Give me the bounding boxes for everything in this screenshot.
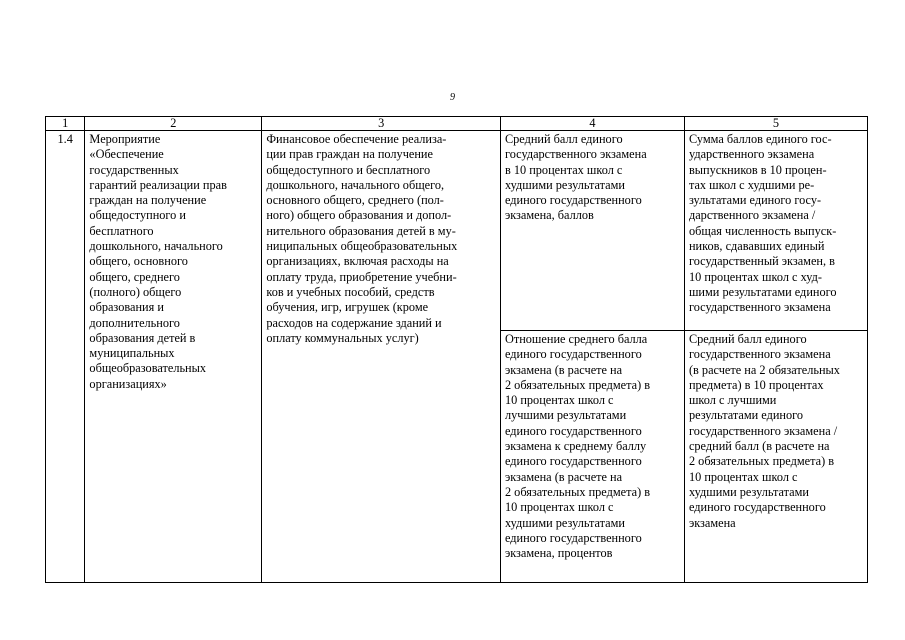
formula-1-cell: Сумма баллов единого гос- ударственного экзамена выпускников в 10 процен- тах школ с худшими ре- зультатами единого госу- дарственного экзамена / общая численность выпуск- ников, сдававших единый государственный экзамен, в 10 процентах школ с худ- шими результатами единого государственного экзамена <box>684 131 867 331</box>
page-number: 9 <box>450 92 455 103</box>
header-cell-2: 2 <box>85 117 262 131</box>
header-cell-3: 3 <box>262 117 501 131</box>
program-table <box>45 116 868 583</box>
finance-cell: Финансовое обеспечение реализа- ции прав граждан на получение общедоступного и бесплатного дошкольного, начального общего, основного общего, среднего (пол- ного) общего образования и допол- нительного образования детей в му- ниципальных общеобразовательных организациях, включая расходы на оплату труда, приобретение учебни- ков и учебных пособий, средств обучения, игр, игрушек (кроме расходов на содержание зданий и оплату коммунальных услуг) <box>262 131 501 583</box>
formula-2-cell: Средний балл единого государственного экзамена (в расчете на 2 обязательных предмета) в 10 процентах школ с лучшими результатами единого государственного экзамена / средний балл (в расчете на 2 обязательных предмета) в 10 процентах школ с худшими результатами единого государственного экзамена <box>684 331 867 583</box>
header-cell-4: 4 <box>500 117 684 131</box>
row-number-cell: 1.4 <box>46 131 85 583</box>
event-cell: Мероприятие «Обеспечение государственных гарантий реализации прав граждан на получение общедоступного и бесплатного дошкольного, начального общего, основного общего, среднего (полного) общего образования и дополнительного образования детей в муниципальных общеобразовательных организациях» <box>85 131 262 583</box>
indicator-1-cell: Средний балл единого государственного экзамена в 10 процентах школ с худшими результатами единого государственного экзамена, баллов <box>500 131 684 331</box>
indicator-2-cell: Отношение среднего балла единого государственного экзамена (в расчете на 2 обязательных предмета) в 10 процентах школ с лучшими результатами единого государственного экзамена к среднему баллу единого государственного экзамена (в расчете на 2 обязательных предмета) в 10 процентах школ с худшими результатами единого государственного экзамена, процентов <box>500 331 684 583</box>
header-cell-1: 1 <box>46 117 85 131</box>
table-row <box>46 131 868 331</box>
header-cell-5: 5 <box>684 117 867 131</box>
table-header-row <box>46 117 868 131</box>
